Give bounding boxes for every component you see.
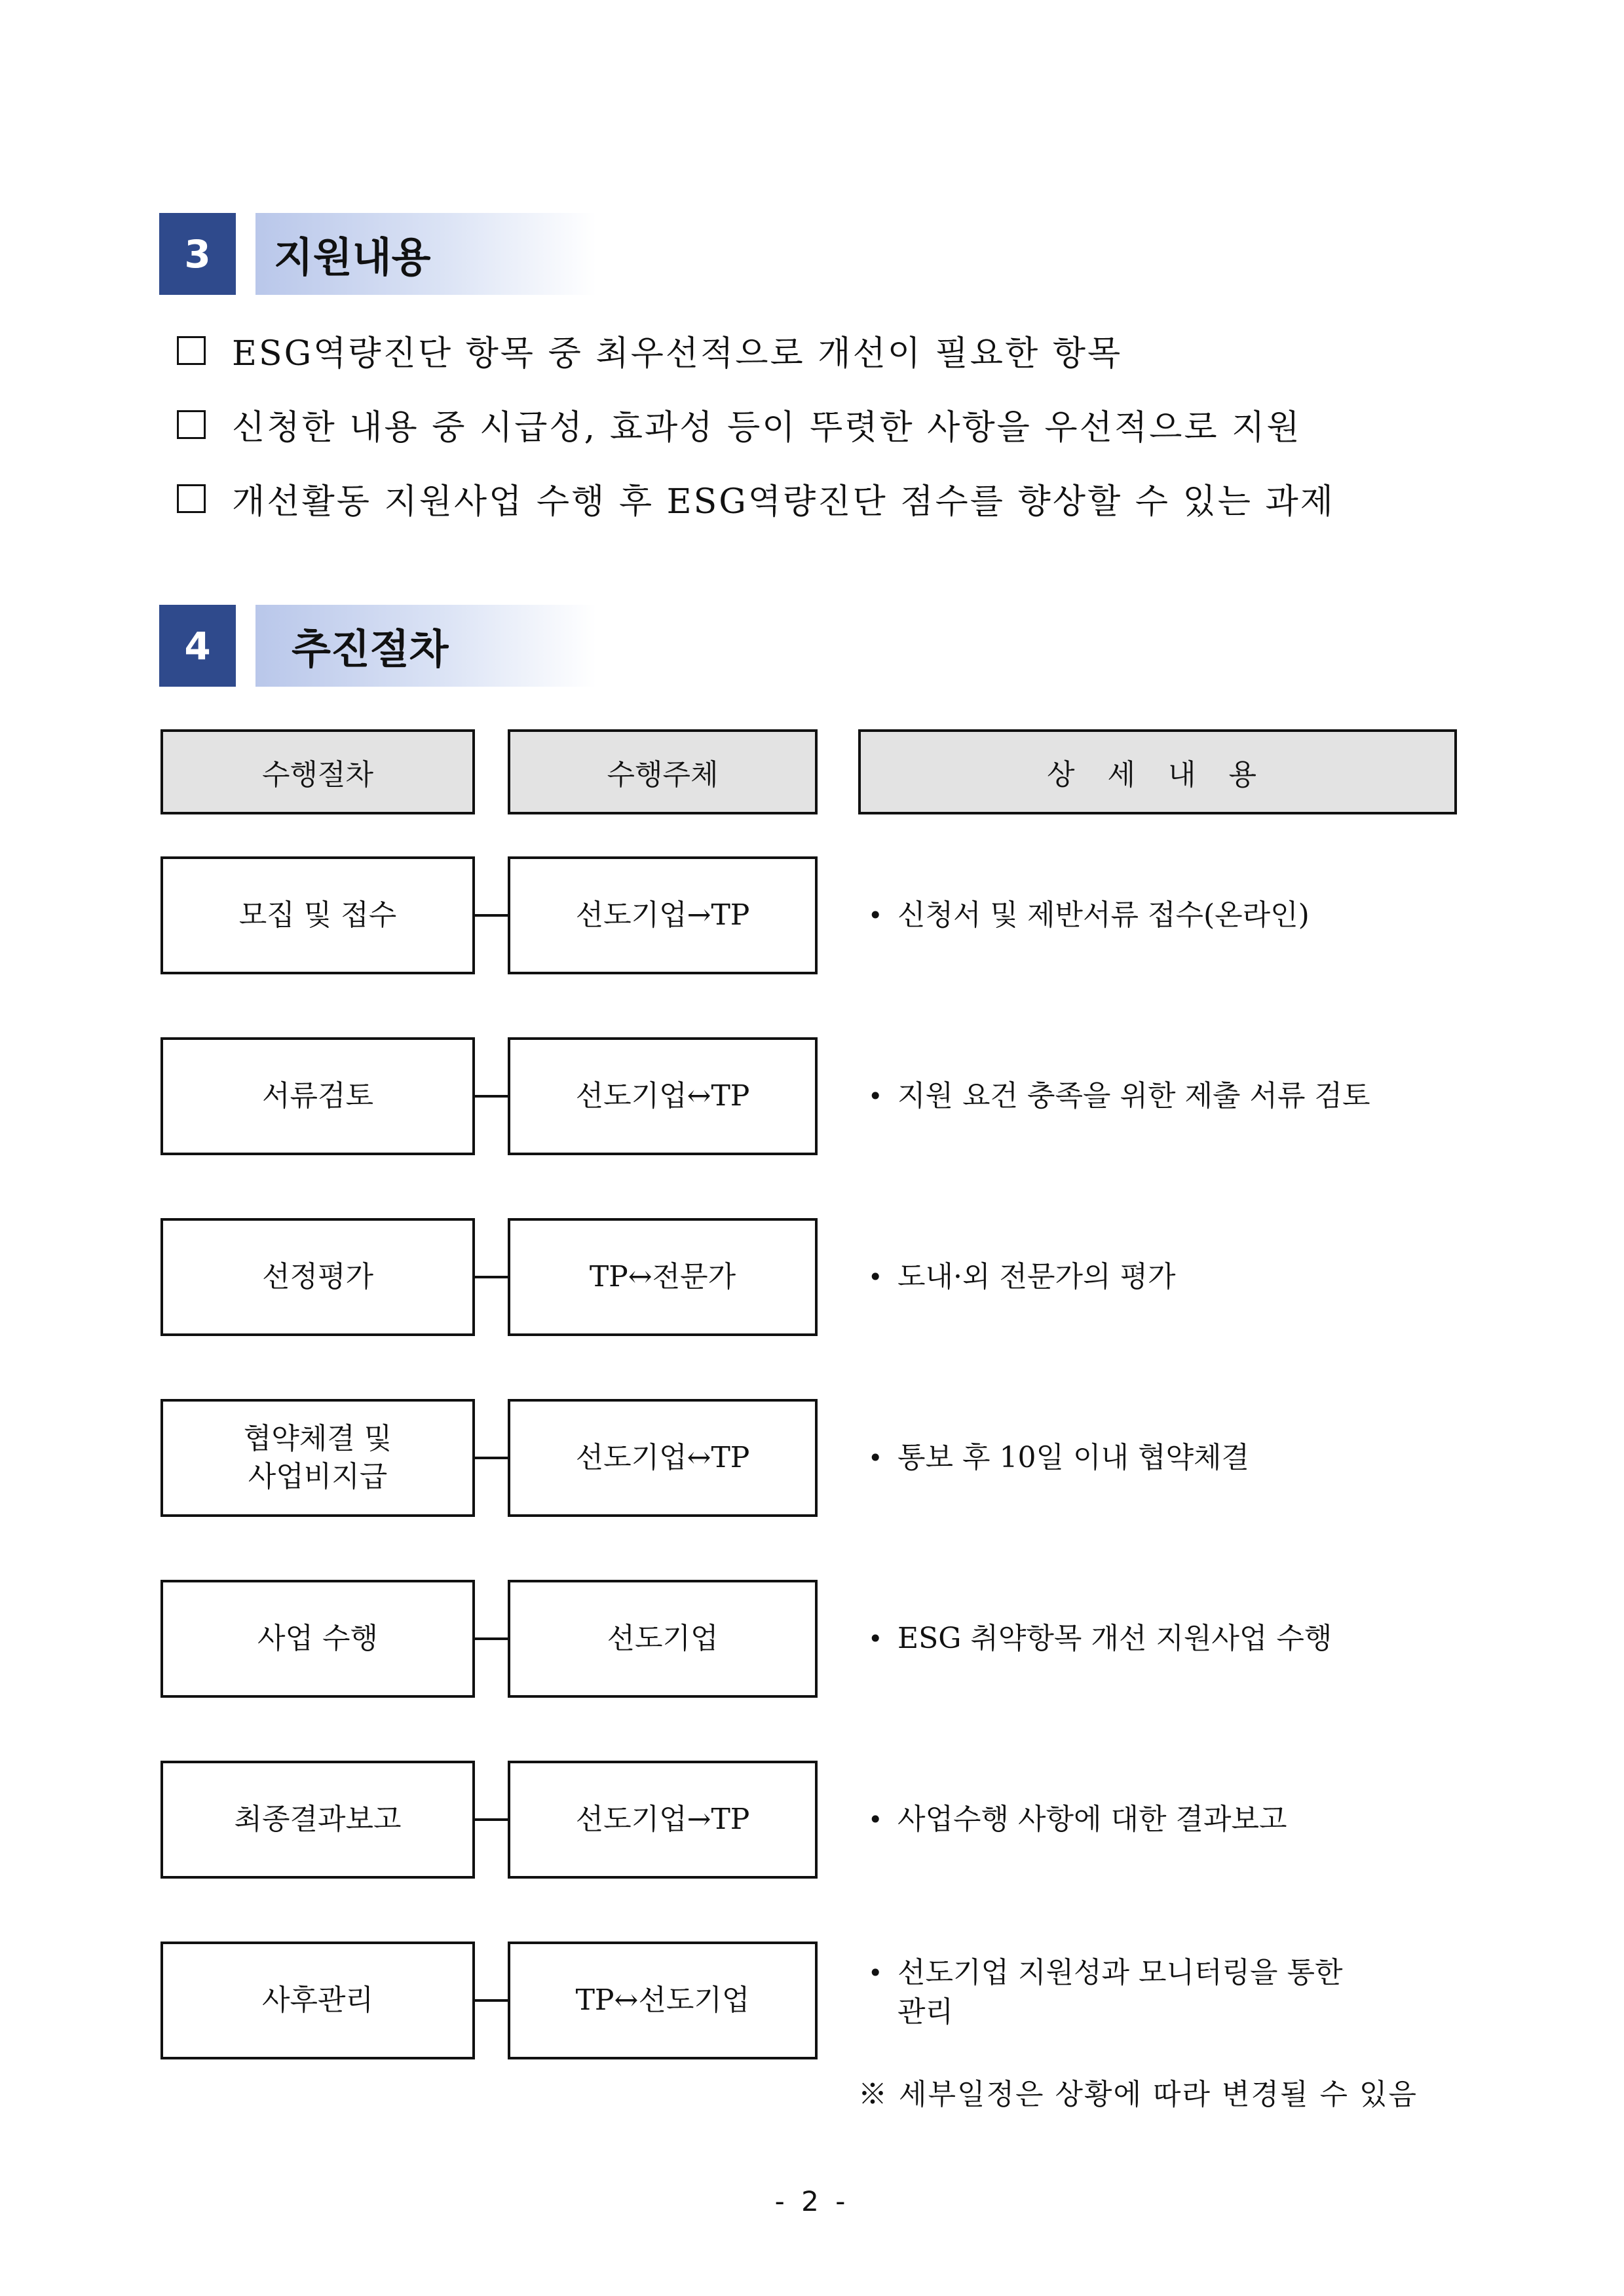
section-4-number: 4 bbox=[159, 605, 236, 687]
connector-line bbox=[475, 1999, 508, 2002]
connector-line bbox=[475, 1818, 508, 1821]
section-3-header bbox=[159, 213, 596, 295]
actor-box: 선도기업 bbox=[508, 1580, 818, 1698]
step-box: 협약체결 및 사업비지급 bbox=[161, 1399, 475, 1517]
schedule-note: ※ 세부일정은 상황에 따라 변경될 수 있음 bbox=[858, 2078, 1418, 2111]
detail-label: 도내·외 전문가의 평가 bbox=[897, 1260, 1176, 1293]
process-row bbox=[0, 1580, 1624, 1698]
step-box: 사후관리 bbox=[161, 1942, 475, 2059]
checkbox-icon bbox=[177, 484, 206, 513]
bullet-icon: • bbox=[868, 1805, 883, 1834]
checkbox-icon bbox=[177, 410, 206, 439]
bullet-icon: • bbox=[868, 1082, 883, 1111]
process-row bbox=[0, 1942, 1624, 2059]
connector-line bbox=[475, 1637, 508, 1640]
detail-label: ESG 취약항목 개선 지원사업 수행 bbox=[897, 1622, 1332, 1655]
actor-box: 선도기업↔TP bbox=[508, 1399, 818, 1517]
detail-text bbox=[868, 1761, 1458, 1879]
criteria-item bbox=[177, 387, 1487, 461]
support-criteria-list bbox=[177, 313, 1487, 535]
section-3-number: 3 bbox=[159, 213, 236, 295]
section-4-header bbox=[159, 605, 596, 687]
detail-text bbox=[868, 1942, 1458, 2059]
bullet-icon: • bbox=[868, 1444, 883, 1472]
detail-label: 사업수행 사항에 대한 결과보고 bbox=[897, 1803, 1287, 1836]
detail-label: 신청서 및 제반서류 접수(온라인) bbox=[897, 898, 1310, 932]
step-box: 최종결과보고 bbox=[161, 1761, 475, 1879]
section-4-title: 추진절차 bbox=[255, 605, 596, 687]
detail-text bbox=[868, 856, 1458, 974]
detail-text bbox=[868, 1037, 1458, 1155]
bullet-icon: • bbox=[868, 1263, 883, 1292]
detail-text bbox=[868, 1399, 1458, 1517]
detail-label: 선도기업 지원성과 모니터링을 통한 관리 bbox=[897, 1956, 1343, 2029]
criteria-text: 개선활동 지원사업 수행 후 ESG역량진단 점수를 향상할 수 있는 과제 bbox=[232, 482, 1335, 522]
checkbox-icon bbox=[177, 336, 206, 365]
page-number: - 2 - bbox=[774, 2185, 850, 2217]
bullet-icon: • bbox=[868, 901, 883, 930]
process-row bbox=[0, 1037, 1624, 1155]
header-actor: 수행주체 bbox=[508, 729, 818, 814]
process-row bbox=[0, 1218, 1624, 1336]
step-box: 모집 및 접수 bbox=[161, 856, 475, 974]
detail-label: 지원 요건 충족을 위한 제출 서류 검토 bbox=[897, 1079, 1370, 1113]
process-row bbox=[0, 856, 1624, 974]
process-row bbox=[0, 1761, 1624, 1879]
connector-line bbox=[475, 1095, 508, 1098]
connector-line bbox=[475, 914, 508, 917]
detail-label: 통보 후 10일 이내 협약체결 bbox=[897, 1441, 1249, 1474]
step-box: 사업 수행 bbox=[161, 1580, 475, 1698]
bullet-icon: • bbox=[868, 1624, 883, 1653]
actor-box: 선도기업↔TP bbox=[508, 1037, 818, 1155]
header-step: 수행절차 bbox=[161, 729, 475, 814]
actor-box: 선도기업→TP bbox=[508, 1761, 818, 1879]
detail-text bbox=[868, 1218, 1458, 1336]
step-box: 선정평가 bbox=[161, 1218, 475, 1336]
criteria-item bbox=[177, 313, 1487, 387]
connector-line bbox=[475, 1276, 508, 1278]
criteria-text: 신청한 내용 중 시급성, 효과성 등이 뚜렷한 사항을 우선적으로 지원 bbox=[232, 408, 1302, 448]
criteria-text: ESG역량진단 항목 중 최우선적으로 개선이 필요한 항목 bbox=[232, 334, 1123, 373]
step-box: 서류검토 bbox=[161, 1037, 475, 1155]
connector-line bbox=[475, 1457, 508, 1459]
detail-text bbox=[868, 1580, 1458, 1698]
bullet-icon: • bbox=[868, 1959, 883, 1987]
header-detail: 상 세 내 용 bbox=[858, 729, 1457, 814]
actor-box: TP↔선도기업 bbox=[508, 1942, 818, 2059]
actor-box: 선도기업→TP bbox=[508, 856, 818, 974]
process-row bbox=[0, 1399, 1624, 1517]
criteria-item bbox=[177, 461, 1487, 535]
section-3-title: 지원내용 bbox=[255, 213, 596, 295]
actor-box: TP↔전문가 bbox=[508, 1218, 818, 1336]
